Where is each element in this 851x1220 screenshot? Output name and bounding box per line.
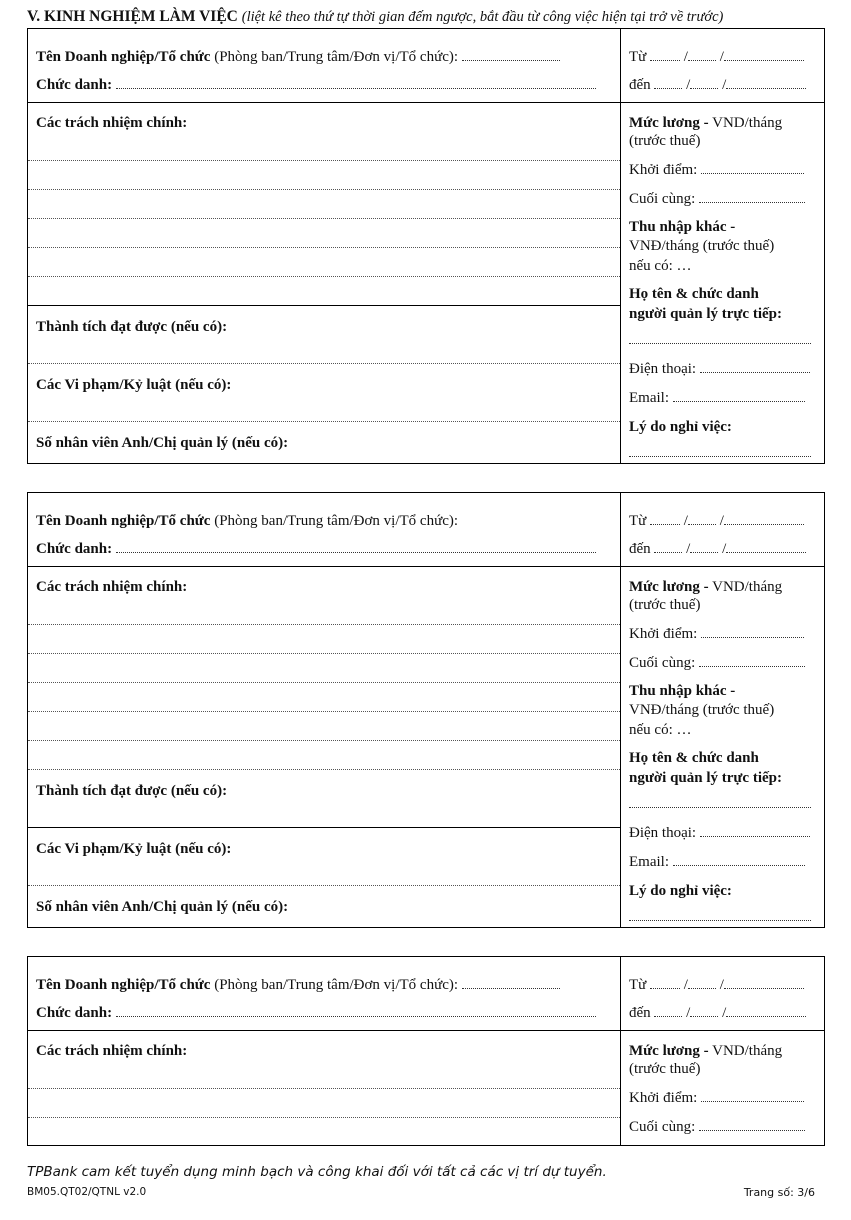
salary-pre-tax: (trước thuế) xyxy=(629,597,701,613)
salary-pre-tax: (trước thuế) xyxy=(629,133,701,149)
manager-label-1: Họ tên & chức danh xyxy=(629,286,759,302)
email-field[interactable]: Email: xyxy=(629,853,805,871)
section-note: (liệt kê theo thứ tự thời gian đếm ngược, bắt đầu từ công việc hiện tại trở về trước) xyxy=(241,9,724,25)
reason-field[interactable] xyxy=(629,908,811,926)
other-income-field[interactable]: nếu có: … xyxy=(629,258,692,274)
company-field[interactable]: Tên Doanh nghiệp/Tổ chức (Phòng ban/Trung tâm/Đơn vị/Tổ chức): xyxy=(36,513,459,529)
from-date-field[interactable]: Từ / / xyxy=(629,976,804,994)
reason-field[interactable] xyxy=(629,444,811,462)
final-salary-field[interactable]: Cuối cùng: xyxy=(629,1118,805,1136)
experience-block-1 xyxy=(27,28,825,464)
manager-field[interactable] xyxy=(629,331,811,349)
manager-field[interactable] xyxy=(629,795,811,813)
starting-salary-field[interactable]: Khởi điểm: xyxy=(629,1089,804,1107)
reason-label: Lý do nghỉ việc: xyxy=(629,419,732,435)
phone-field[interactable]: Điện thoại: xyxy=(629,824,810,842)
section-heading xyxy=(27,8,723,26)
violations-label: Các Vi phạm/Kỷ luật (nếu có): xyxy=(36,377,232,393)
section-title: V. KINH NGHIỆM LÀM VIỆC xyxy=(27,8,238,25)
responsibilities-label: Các trách nhiệm chính: xyxy=(36,1043,188,1059)
company-field[interactable]: Tên Doanh nghiệp/Tổ chức (Phòng ban/Trung tâm/Đơn vị/Tổ chức): xyxy=(36,48,560,66)
achievements-label: Thành tích đạt được (nếu có): xyxy=(36,319,228,335)
responsibilities-label: Các trách nhiệm chính: xyxy=(36,115,188,131)
salary-pre-tax: (trước thuế) xyxy=(629,1061,701,1077)
manager-label-2: người quản lý trực tiếp: xyxy=(629,770,782,786)
starting-salary-field[interactable]: Khởi điểm: xyxy=(629,161,804,179)
position-field[interactable]: Chức danh: xyxy=(36,540,596,558)
position-field[interactable]: Chức danh: xyxy=(36,76,596,94)
reason-label: Lý do nghỉ việc: xyxy=(629,883,732,899)
responsibilities-label: Các trách nhiệm chính: xyxy=(36,579,188,595)
experience-block-3 xyxy=(27,956,825,1146)
experience-block-2 xyxy=(27,492,825,928)
to-date-field[interactable]: đến / / xyxy=(629,540,806,558)
company-field[interactable]: Tên Doanh nghiệp/Tổ chức (Phòng ban/Trung tâm/Đơn vị/Tổ chức): xyxy=(36,976,560,994)
staff-managed-label: Số nhân viên Anh/Chị quản lý (nếu có): xyxy=(36,435,289,451)
staff-managed-label: Số nhân viên Anh/Chị quản lý (nếu có): xyxy=(36,899,289,915)
email-field[interactable]: Email: xyxy=(629,389,805,407)
page-number: Trang số: 3/6 xyxy=(743,1186,815,1199)
starting-salary-field[interactable]: Khởi điểm: xyxy=(629,625,804,643)
phone-field[interactable]: Điện thoại: xyxy=(629,360,810,378)
other-income-unit: VNĐ/tháng (trước thuế) xyxy=(629,238,775,254)
final-salary-field[interactable]: Cuối cùng: xyxy=(629,190,805,208)
to-date-field[interactable]: đến / / xyxy=(629,76,806,94)
from-date-field[interactable]: Từ / / xyxy=(629,512,804,530)
footer-slogan: TPBank cam kết tuyển dụng minh bạch và công khai đối với tất cả các vị trí dự tuyển. xyxy=(27,1164,607,1180)
form-code: BM05.QT02/QTNL v2.0 xyxy=(27,1186,147,1198)
other-income-field[interactable]: nếu có: … xyxy=(629,722,692,738)
final-salary-field[interactable]: Cuối cùng: xyxy=(629,654,805,672)
manager-label-1: Họ tên & chức danh xyxy=(629,750,759,766)
achievements-label: Thành tích đạt được (nếu có): xyxy=(36,783,228,799)
other-income-label: Thu nhập khác - xyxy=(629,683,736,699)
salary-label: Mức lương - VND/tháng xyxy=(629,579,783,595)
salary-label: Mức lương - VND/tháng xyxy=(629,115,783,131)
manager-label-2: người quản lý trực tiếp: xyxy=(629,306,782,322)
other-income-label: Thu nhập khác - xyxy=(629,219,736,235)
from-date-field[interactable]: Từ / / xyxy=(629,48,804,66)
violations-label: Các Vi phạm/Kỷ luật (nếu có): xyxy=(36,841,232,857)
position-field[interactable]: Chức danh: xyxy=(36,1004,596,1022)
salary-label: Mức lương - VND/tháng xyxy=(629,1043,783,1059)
to-date-field[interactable]: đến / / xyxy=(629,1004,806,1022)
other-income-unit: VNĐ/tháng (trước thuế) xyxy=(629,702,775,718)
